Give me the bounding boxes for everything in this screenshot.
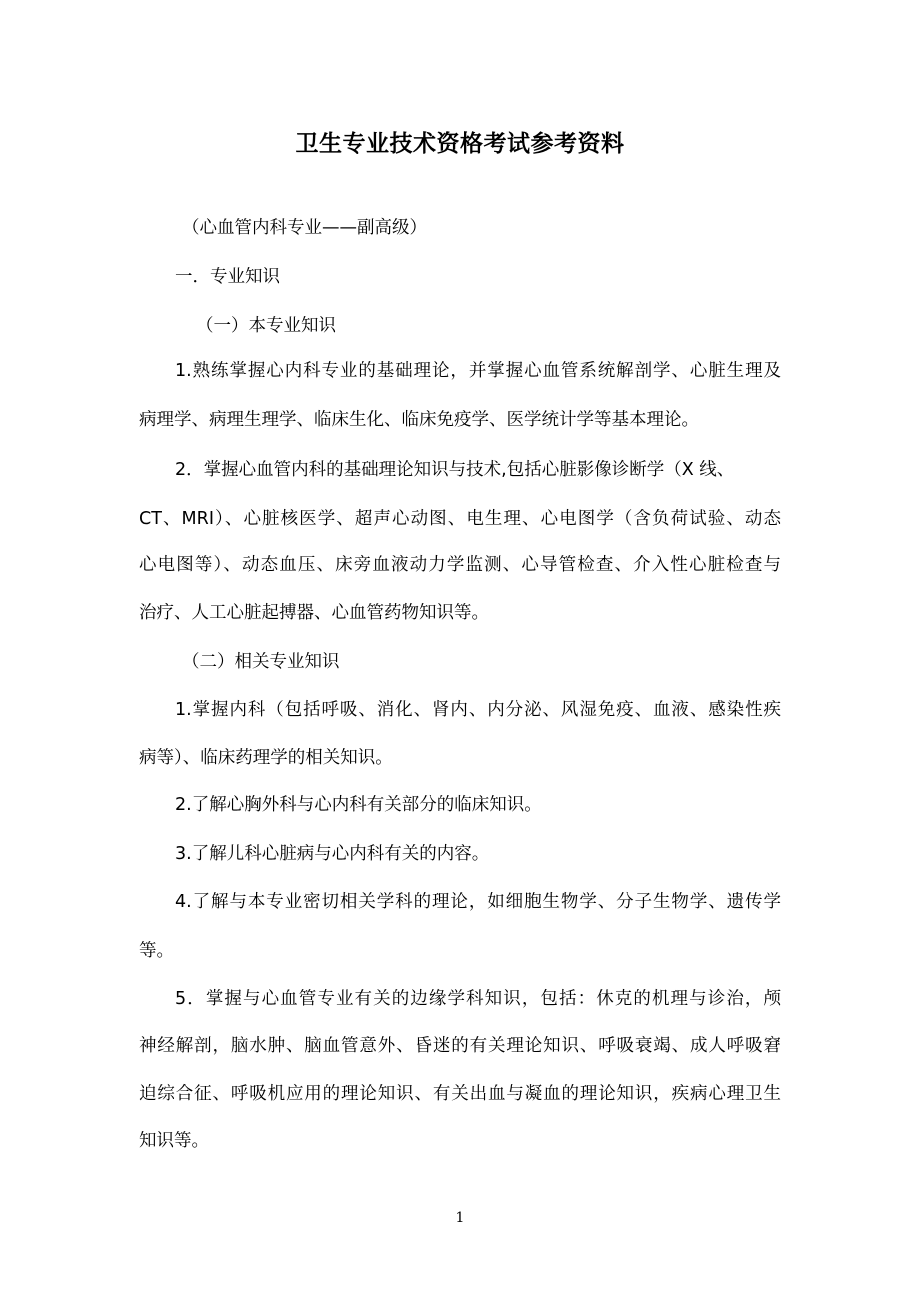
subsection-heading-2: （二）相关专业知识 [182, 652, 340, 672]
related-item-5-line: 知识等。 [139, 1131, 209, 1151]
section-heading-1: 一．专业知识 [175, 267, 280, 287]
related-item-3: 3.了解儿科心脏病与心内科有关的内容。 [175, 844, 490, 864]
paragraph-2-line: 心电图等）、动态血压、床旁血液动力学监测、心导管检查、介入性心脏检查与 [139, 555, 781, 575]
subsection-heading-1: （一）本专业知识 [196, 316, 336, 336]
related-item-5-line: 5．掌握与心血管专业有关的边缘学科知识，包括：休克的机理与诊治，颅 [175, 989, 781, 1009]
paragraph-1-line: 病理学、病理生理学、临床生化、临床免疫学、医学统计学等基本理论。 [139, 410, 699, 430]
related-item-4-line: 4.了解与本专业密切相关学科的理论，如细胞生物学、分子生物学、遗传学 [175, 892, 781, 912]
paragraph-2-line: CT、MRI）、心脏核医学、超声心动图、电生理、心电图学（含负荷试验、动态 [139, 509, 781, 529]
related-item-5-line: 神经解剖，脑水肿、脑血管意外、昏迷的有关理论知识、呼吸衰竭、成人呼吸窘 [139, 1036, 781, 1056]
paragraph-2-line: 治疗、人工心脏起搏器、心血管药物知识等。 [139, 603, 489, 623]
document-title: 卫生专业技术资格考试参考资料 [295, 131, 625, 157]
related-item-2: 2.了解心胸外科与心内科有关部分的临床知识。 [175, 795, 542, 815]
related-item-1-line: 1.掌握内科（包括呼吸、消化、肾内、内分泌、风湿免疫、血液、感染性疾 [175, 700, 781, 720]
related-item-1-line: 病等）、临床药理学的相关知识。 [139, 748, 393, 768]
paragraph-1-line: 1.熟练掌握心内科专业的基础理论，并掌握心血管系统解剖学、心脏生理及 [175, 361, 781, 381]
subtitle: （心血管内科专业——副高级） [182, 218, 427, 238]
related-item-4-line: 等。 [139, 941, 174, 961]
paragraph-2-line: 2．掌握心血管内科的基础理论知识与技术,包括心脏影像诊断学（X 线、 [175, 460, 735, 480]
page-number: 1 [455, 1210, 465, 1226]
related-item-5-line: 迫综合征、呼吸机应用的理论知识、有关出血与凝血的理论知识，疾病心理卫生 [139, 1084, 781, 1104]
